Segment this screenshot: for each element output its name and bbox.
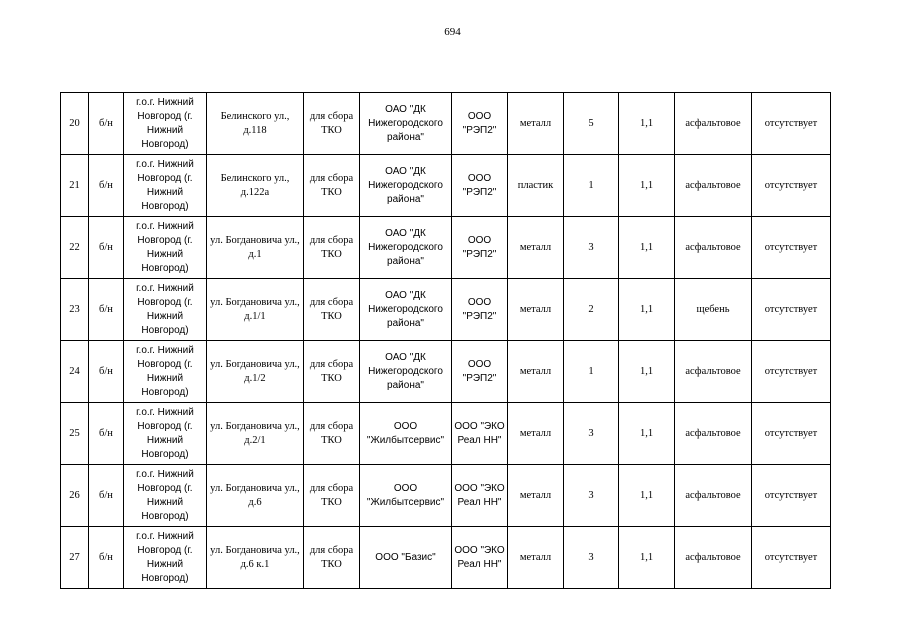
address-cell: ул. Богдановича ул., д.6: [207, 465, 304, 527]
operator-cell: ООО "ЭКО Реал НН": [452, 527, 508, 589]
purpose-cell: для сбора ТКО: [304, 403, 360, 465]
owner-cell: ООО "Жилбытсервис": [360, 465, 452, 527]
fence-cell: отсутствует: [752, 403, 831, 465]
container-count-cell: 1: [564, 155, 619, 217]
owner-cell: ОАО "ДК Нижегородского района": [360, 93, 452, 155]
locality-cell: г.о.г. Нижний Новгород (г. Нижний Новгород): [124, 217, 207, 279]
fence-cell: отсутствует: [752, 341, 831, 403]
table-row: [61, 155, 831, 217]
container-volume-cell: 1,1: [619, 279, 675, 341]
fence-cell: отсутствует: [752, 279, 831, 341]
operator-cell: ООО "ЭКО Реал НН": [452, 465, 508, 527]
owner-cell: ООО "Жилбытсервис": [360, 403, 452, 465]
page-number: 694: [444, 26, 461, 38]
row-number-cell: 27: [61, 527, 89, 589]
table-row: [61, 465, 831, 527]
locality-cell: г.о.г. Нижний Новгород (г. Нижний Новгород): [124, 155, 207, 217]
operator-cell: ООО "РЭП2": [452, 155, 508, 217]
surface-type-cell: асфальтовое: [675, 155, 752, 217]
table-row: [61, 217, 831, 279]
locality-cell: г.о.г. Нижний Новгород (г. Нижний Новгород): [124, 341, 207, 403]
surface-type-cell: асфальтовое: [675, 217, 752, 279]
fence-cell: отсутствует: [752, 527, 831, 589]
fence-cell: отсутствует: [752, 465, 831, 527]
owner-cell: ОАО "ДК Нижегородского района": [360, 217, 452, 279]
container-material-cell: металл: [508, 527, 564, 589]
container-material-cell: металл: [508, 279, 564, 341]
operator-cell: ООО "РЭП2": [452, 279, 508, 341]
house-number-cell: б/н: [89, 93, 124, 155]
container-volume-cell: 1,1: [619, 527, 675, 589]
owner-cell: ОАО "ДК Нижегородского района": [360, 155, 452, 217]
surface-type-cell: щебень: [675, 279, 752, 341]
address-cell: ул. Богдановича ул., д.1/1: [207, 279, 304, 341]
surface-type-cell: асфальтовое: [675, 403, 752, 465]
house-number-cell: б/н: [89, 279, 124, 341]
container-volume-cell: 1,1: [619, 155, 675, 217]
purpose-cell: для сбора ТКО: [304, 93, 360, 155]
row-number-cell: 21: [61, 155, 89, 217]
container-material-cell: металл: [508, 93, 564, 155]
operator-cell: ООО "РЭП2": [452, 341, 508, 403]
surface-type-cell: асфальтовое: [675, 465, 752, 527]
operator-cell: ООО "РЭП2": [452, 93, 508, 155]
fence-cell: отсутствует: [752, 93, 831, 155]
house-number-cell: б/н: [89, 403, 124, 465]
house-number-cell: б/н: [89, 527, 124, 589]
address-cell: Белинского ул., д.118: [207, 93, 304, 155]
locality-cell: г.о.г. Нижний Новгород (г. Нижний Новгород): [124, 403, 207, 465]
table-row: [61, 403, 831, 465]
row-number-cell: 24: [61, 341, 89, 403]
owner-cell: ООО "Базис": [360, 527, 452, 589]
owner-cell: ОАО "ДК Нижегородского района": [360, 279, 452, 341]
table-row: [61, 341, 831, 403]
address-cell: Белинского ул., д.122а: [207, 155, 304, 217]
container-count-cell: 1: [564, 341, 619, 403]
container-count-cell: 3: [564, 403, 619, 465]
locality-cell: г.о.г. Нижний Новгород (г. Нижний Новгород): [124, 465, 207, 527]
table-row: [61, 279, 831, 341]
row-number-cell: 20: [61, 93, 89, 155]
container-material-cell: пластик: [508, 155, 564, 217]
fence-cell: отсутствует: [752, 217, 831, 279]
container-volume-cell: 1,1: [619, 217, 675, 279]
waste-site-table: [60, 92, 831, 589]
house-number-cell: б/н: [89, 217, 124, 279]
table-row: [61, 527, 831, 589]
container-material-cell: металл: [508, 403, 564, 465]
purpose-cell: для сбора ТКО: [304, 279, 360, 341]
container-count-cell: 3: [564, 217, 619, 279]
container-count-cell: 2: [564, 279, 619, 341]
purpose-cell: для сбора ТКО: [304, 217, 360, 279]
operator-cell: ООО "ЭКО Реал НН": [452, 403, 508, 465]
purpose-cell: для сбора ТКО: [304, 465, 360, 527]
container-volume-cell: 1,1: [619, 465, 675, 527]
purpose-cell: для сбора ТКО: [304, 155, 360, 217]
locality-cell: г.о.г. Нижний Новгород (г. Нижний Новгород): [124, 527, 207, 589]
container-material-cell: металл: [508, 465, 564, 527]
row-number-cell: 23: [61, 279, 89, 341]
container-material-cell: металл: [508, 341, 564, 403]
fence-cell: отсутствует: [752, 155, 831, 217]
address-cell: ул. Богдановича ул., д.1/2: [207, 341, 304, 403]
operator-cell: ООО "РЭП2": [452, 217, 508, 279]
locality-cell: г.о.г. Нижний Новгород (г. Нижний Новгород): [124, 279, 207, 341]
surface-type-cell: асфальтовое: [675, 527, 752, 589]
house-number-cell: б/н: [89, 341, 124, 403]
address-cell: ул. Богдановича ул., д.6 к.1: [207, 527, 304, 589]
row-number-cell: 22: [61, 217, 89, 279]
row-number-cell: 25: [61, 403, 89, 465]
house-number-cell: б/н: [89, 465, 124, 527]
table-row: [61, 93, 831, 155]
container-volume-cell: 1,1: [619, 403, 675, 465]
container-material-cell: металл: [508, 217, 564, 279]
purpose-cell: для сбора ТКО: [304, 527, 360, 589]
locality-cell: г.о.г. Нижний Новгород (г. Нижний Новгород): [124, 93, 207, 155]
purpose-cell: для сбора ТКО: [304, 341, 360, 403]
surface-type-cell: асфальтовое: [675, 93, 752, 155]
container-count-cell: 5: [564, 93, 619, 155]
container-count-cell: 3: [564, 465, 619, 527]
house-number-cell: б/н: [89, 155, 124, 217]
row-number-cell: 26: [61, 465, 89, 527]
container-volume-cell: 1,1: [619, 93, 675, 155]
surface-type-cell: асфальтовое: [675, 341, 752, 403]
container-volume-cell: 1,1: [619, 341, 675, 403]
address-cell: ул. Богдановича ул., д.1: [207, 217, 304, 279]
container-count-cell: 3: [564, 527, 619, 589]
owner-cell: ОАО "ДК Нижегородского района": [360, 341, 452, 403]
address-cell: ул. Богдановича ул., д.2/1: [207, 403, 304, 465]
